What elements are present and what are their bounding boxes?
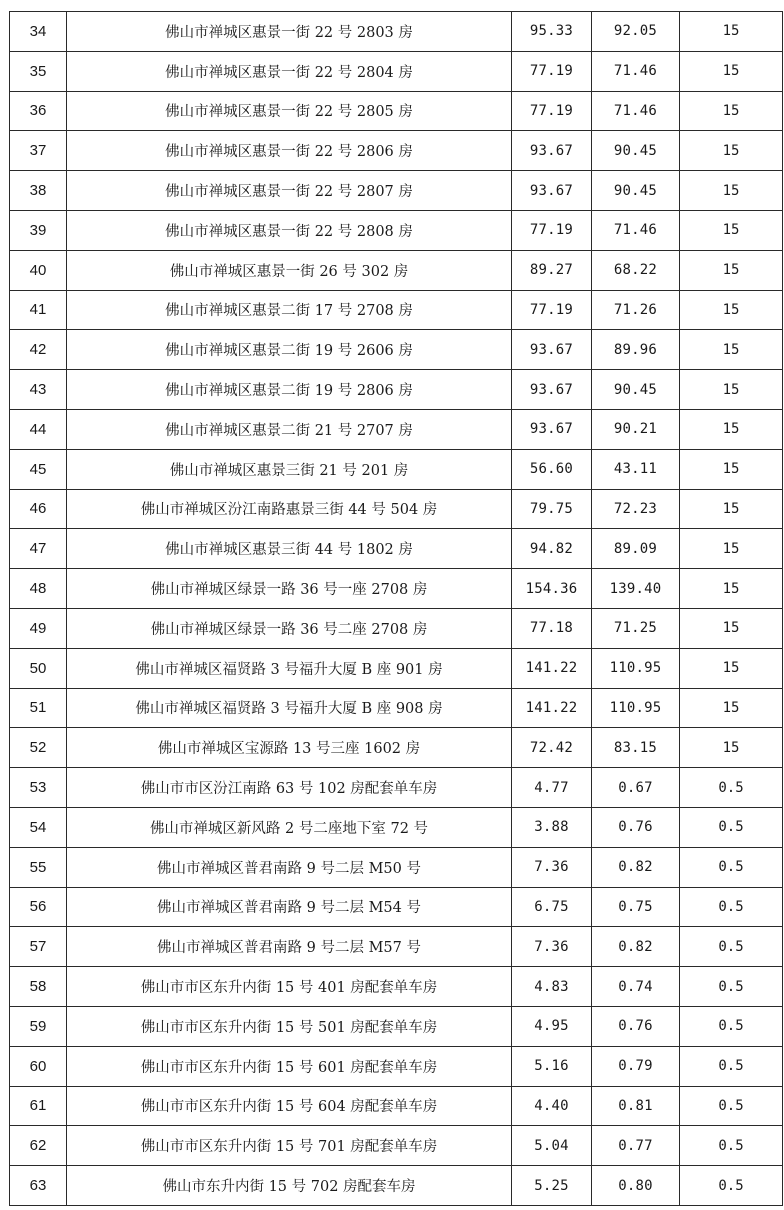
address-cell: 佛山市禅城区惠景一街 26 号 302 房: [67, 250, 512, 290]
row-number-cell: 45: [10, 449, 67, 489]
value-cell: 15: [680, 171, 783, 211]
value-cell: 0.5: [680, 927, 783, 967]
table-row: [10, 648, 783, 688]
address-cell: 佛山市禅城区新风路 2 号二座地下室 72 号: [67, 807, 512, 847]
value-cell: 15: [680, 12, 783, 52]
address-cell: 佛山市禅城区惠景一街 22 号 2807 房: [67, 171, 512, 211]
building-area-cell: 95.33: [512, 12, 592, 52]
row-number-cell: 57: [10, 927, 67, 967]
building-area-cell: 93.67: [512, 171, 592, 211]
building-area-cell: 93.67: [512, 409, 592, 449]
usable-area-cell: 0.81: [592, 1086, 680, 1126]
table-row: [10, 569, 783, 609]
table-row: [10, 489, 783, 529]
row-number-cell: 36: [10, 91, 67, 131]
usable-area-cell: 43.11: [592, 449, 680, 489]
address-cell: 佛山市市区东升内街 15 号 501 房配套单车房: [67, 1006, 512, 1046]
value-cell: 0.5: [680, 847, 783, 887]
address-cell: 佛山市禅城区福贤路 3 号福升大厦 B 座 908 房: [67, 688, 512, 728]
usable-area-cell: 90.21: [592, 409, 680, 449]
value-cell: 15: [680, 728, 783, 768]
table-row: [10, 1166, 783, 1206]
address-cell: 佛山市禅城区惠景三街 44 号 1802 房: [67, 529, 512, 569]
value-cell: 15: [680, 688, 783, 728]
building-area-cell: 3.88: [512, 807, 592, 847]
building-area-cell: 6.75: [512, 887, 592, 927]
usable-area-cell: 90.45: [592, 171, 680, 211]
address-cell: 佛山市禅城区普君南路 9 号二层 M50 号: [67, 847, 512, 887]
table-row: [10, 1126, 783, 1166]
row-number-cell: 63: [10, 1166, 67, 1206]
row-number-cell: 40: [10, 250, 67, 290]
value-cell: 15: [680, 51, 783, 91]
value-cell: 15: [680, 131, 783, 171]
usable-area-cell: 0.67: [592, 768, 680, 808]
table-row: [10, 91, 783, 131]
usable-area-cell: 71.46: [592, 210, 680, 250]
building-area-cell: 79.75: [512, 489, 592, 529]
value-cell: 0.5: [680, 1006, 783, 1046]
building-area-cell: 93.67: [512, 131, 592, 171]
row-number-cell: 37: [10, 131, 67, 171]
usable-area-cell: 71.26: [592, 290, 680, 330]
building-area-cell: 77.19: [512, 290, 592, 330]
value-cell: 0.5: [680, 768, 783, 808]
usable-area-cell: 0.82: [592, 847, 680, 887]
value-cell: 15: [680, 569, 783, 609]
table-row: [10, 967, 783, 1007]
row-number-cell: 56: [10, 887, 67, 927]
row-number-cell: 55: [10, 847, 67, 887]
building-area-cell: 77.19: [512, 51, 592, 91]
usable-area-cell: 0.77: [592, 1126, 680, 1166]
address-cell: 佛山市禅城区惠景一街 22 号 2808 房: [67, 210, 512, 250]
value-cell: 0.5: [680, 807, 783, 847]
address-cell: 佛山市东升内街 15 号 702 房配套车房: [67, 1166, 512, 1206]
row-number-cell: 60: [10, 1046, 67, 1086]
table-row: [10, 131, 783, 171]
table-row: [10, 409, 783, 449]
building-area-cell: 4.40: [512, 1086, 592, 1126]
address-cell: 佛山市禅城区福贤路 3 号福升大厦 B 座 901 房: [67, 648, 512, 688]
value-cell: 0.5: [680, 1126, 783, 1166]
address-cell: 佛山市市区东升内街 15 号 701 房配套单车房: [67, 1126, 512, 1166]
usable-area-cell: 90.45: [592, 370, 680, 410]
usable-area-cell: 71.46: [592, 51, 680, 91]
address-cell: 佛山市市区东升内街 15 号 604 房配套单车房: [67, 1086, 512, 1126]
usable-area-cell: 68.22: [592, 250, 680, 290]
table-row: [10, 210, 783, 250]
building-area-cell: 77.19: [512, 91, 592, 131]
address-cell: 佛山市市区东升内街 15 号 401 房配套单车房: [67, 967, 512, 1007]
address-cell: 佛山市市区汾江南路 63 号 102 房配套单车房: [67, 768, 512, 808]
address-cell: 佛山市禅城区惠景二街 19 号 2606 房: [67, 330, 512, 370]
row-number-cell: 46: [10, 489, 67, 529]
address-cell: 佛山市禅城区惠景二街 19 号 2806 房: [67, 370, 512, 410]
table-row: [10, 768, 783, 808]
usable-area-cell: 0.74: [592, 967, 680, 1007]
row-number-cell: 59: [10, 1006, 67, 1046]
row-number-cell: 51: [10, 688, 67, 728]
row-number-cell: 35: [10, 51, 67, 91]
building-area-cell: 4.83: [512, 967, 592, 1007]
address-cell: 佛山市禅城区绿景一路 36 号二座 2708 房: [67, 608, 512, 648]
row-number-cell: 47: [10, 529, 67, 569]
address-cell: 佛山市禅城区惠景一街 22 号 2805 房: [67, 91, 512, 131]
table-row: [10, 290, 783, 330]
table-row: [10, 370, 783, 410]
table-row: [10, 887, 783, 927]
building-area-cell: 141.22: [512, 688, 592, 728]
usable-area-cell: 0.82: [592, 927, 680, 967]
value-cell: 0.5: [680, 1086, 783, 1126]
row-number-cell: 38: [10, 171, 67, 211]
table-row: [10, 1086, 783, 1126]
table-row: [10, 250, 783, 290]
property-table: [9, 11, 783, 1206]
building-area-cell: 77.19: [512, 210, 592, 250]
usable-area-cell: 72.23: [592, 489, 680, 529]
value-cell: 15: [680, 529, 783, 569]
table-row: [10, 728, 783, 768]
table-row: [10, 927, 783, 967]
address-cell: 佛山市市区东升内街 15 号 601 房配套单车房: [67, 1046, 512, 1086]
usable-area-cell: 71.46: [592, 91, 680, 131]
address-cell: 佛山市禅城区绿景一路 36 号一座 2708 房: [67, 569, 512, 609]
table-row: [10, 529, 783, 569]
row-number-cell: 61: [10, 1086, 67, 1126]
building-area-cell: 93.67: [512, 370, 592, 410]
row-number-cell: 49: [10, 608, 67, 648]
usable-area-cell: 0.76: [592, 807, 680, 847]
building-area-cell: 7.36: [512, 847, 592, 887]
property-table-body: [10, 12, 783, 1206]
usable-area-cell: 92.05: [592, 12, 680, 52]
usable-area-cell: 71.25: [592, 608, 680, 648]
table-row: [10, 171, 783, 211]
building-area-cell: 154.36: [512, 569, 592, 609]
row-number-cell: 34: [10, 12, 67, 52]
usable-area-cell: 0.75: [592, 887, 680, 927]
building-area-cell: 56.60: [512, 449, 592, 489]
building-area-cell: 5.25: [512, 1166, 592, 1206]
building-area-cell: 7.36: [512, 927, 592, 967]
value-cell: 15: [680, 91, 783, 131]
building-area-cell: 5.16: [512, 1046, 592, 1086]
table-row: [10, 1006, 783, 1046]
usable-area-cell: 110.95: [592, 648, 680, 688]
value-cell: 15: [680, 608, 783, 648]
building-area-cell: 93.67: [512, 330, 592, 370]
value-cell: 15: [680, 409, 783, 449]
row-number-cell: 53: [10, 768, 67, 808]
table-row: [10, 330, 783, 370]
table-row: [10, 449, 783, 489]
address-cell: 佛山市禅城区普君南路 9 号二层 M54 号: [67, 887, 512, 927]
value-cell: 15: [680, 210, 783, 250]
address-cell: 佛山市禅城区惠景二街 17 号 2708 房: [67, 290, 512, 330]
row-number-cell: 52: [10, 728, 67, 768]
building-area-cell: 77.18: [512, 608, 592, 648]
building-area-cell: 89.27: [512, 250, 592, 290]
usable-area-cell: 83.15: [592, 728, 680, 768]
usable-area-cell: 89.09: [592, 529, 680, 569]
value-cell: 0.5: [680, 1166, 783, 1206]
value-cell: 15: [680, 449, 783, 489]
value-cell: 0.5: [680, 887, 783, 927]
value-cell: 15: [680, 250, 783, 290]
building-area-cell: 5.04: [512, 1126, 592, 1166]
building-area-cell: 4.95: [512, 1006, 592, 1046]
usable-area-cell: 110.95: [592, 688, 680, 728]
usable-area-cell: 90.45: [592, 131, 680, 171]
usable-area-cell: 0.80: [592, 1166, 680, 1206]
row-number-cell: 50: [10, 648, 67, 688]
row-number-cell: 58: [10, 967, 67, 1007]
building-area-cell: 72.42: [512, 728, 592, 768]
row-number-cell: 62: [10, 1126, 67, 1166]
usable-area-cell: 139.40: [592, 569, 680, 609]
address-cell: 佛山市禅城区惠景一街 22 号 2806 房: [67, 131, 512, 171]
table-row: [10, 51, 783, 91]
usable-area-cell: 0.79: [592, 1046, 680, 1086]
table-row: [10, 608, 783, 648]
address-cell: 佛山市禅城区宝源路 13 号三座 1602 房: [67, 728, 512, 768]
row-number-cell: 48: [10, 569, 67, 609]
building-area-cell: 141.22: [512, 648, 592, 688]
value-cell: 0.5: [680, 1046, 783, 1086]
building-area-cell: 94.82: [512, 529, 592, 569]
value-cell: 15: [680, 330, 783, 370]
address-cell: 佛山市禅城区惠景一街 22 号 2803 房: [67, 12, 512, 52]
table-row: [10, 847, 783, 887]
value-cell: 15: [680, 489, 783, 529]
building-area-cell: 4.77: [512, 768, 592, 808]
row-number-cell: 41: [10, 290, 67, 330]
address-cell: 佛山市禅城区惠景三街 21 号 201 房: [67, 449, 512, 489]
row-number-cell: 54: [10, 807, 67, 847]
row-number-cell: 43: [10, 370, 67, 410]
address-cell: 佛山市禅城区惠景二街 21 号 2707 房: [67, 409, 512, 449]
table-row: [10, 807, 783, 847]
table-row: [10, 1046, 783, 1086]
address-cell: 佛山市禅城区普君南路 9 号二层 M57 号: [67, 927, 512, 967]
value-cell: 15: [680, 290, 783, 330]
row-number-cell: 44: [10, 409, 67, 449]
row-number-cell: 39: [10, 210, 67, 250]
address-cell: 佛山市禅城区惠景一街 22 号 2804 房: [67, 51, 512, 91]
usable-area-cell: 0.76: [592, 1006, 680, 1046]
row-number-cell: 42: [10, 330, 67, 370]
value-cell: 15: [680, 370, 783, 410]
usable-area-cell: 89.96: [592, 330, 680, 370]
value-cell: 15: [680, 648, 783, 688]
value-cell: 0.5: [680, 967, 783, 1007]
address-cell: 佛山市禅城区汾江南路惠景三街 44 号 504 房: [67, 489, 512, 529]
table-row: [10, 688, 783, 728]
table-row: [10, 12, 783, 52]
